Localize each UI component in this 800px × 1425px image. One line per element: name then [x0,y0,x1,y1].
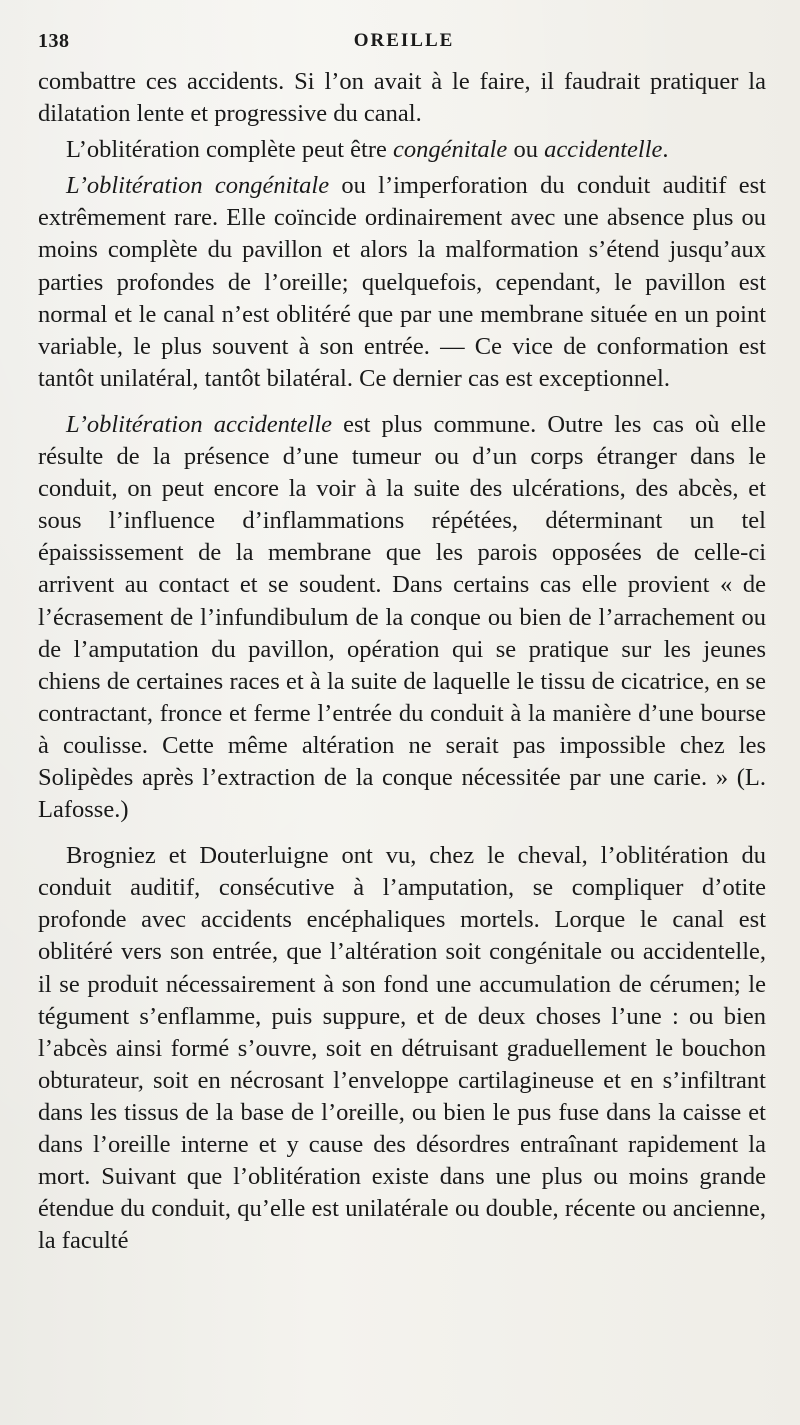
paragraph-continuation: combattre ces accidents. Si l’on avait à le faire, il faudrait pratiquer la dilatation lente et progressive du canal. [38,68,766,128]
paragraph-obliteration-types [38,134,766,166]
italic-term: accidentelle [544,136,663,164]
italic-heading: L’oblitération congénitale [66,172,330,200]
text-run: ou l’imperforation du conduit auditif est extrêmement rare. Elle coïncide ordinairement avec une absence plus ou moins complète du pavillon et alors la malformation s’étend jusqu’aux parties profondes de l’oreille; quelquefois, cependant, le pavillon est normal et le canal n’est oblitéré que par une membrane située en un point variable, le plus souvent à son entrée. — Ce vice de conformation est tantôt unilatéral, tantôt bilatéral. Ce dernier cas est exceptionnel. [38,172,766,392]
running-head: OREILLE [353,30,455,51]
italic-term: congénitale [393,136,508,164]
page-header [38,30,770,62]
paragraph-accidental [38,409,766,826]
paragraph-congenital [38,170,766,395]
text-run: est plus commune. Outre les cas où elle résulte de la présence d’une tumeur ou d’un corps étranger dans le conduit, on peut encore la voir à la suite des ulcérations, des abcès, et sous l’influence d’inflammations répétées, déterminant un tel épaississement de la membrane que les parois opposées de celle-ci arrivent au contact et se soudent. Dans certains cas elle provient « de l’écrasement de l’infundibulum de la conque ou bien de l’arrachement ou de l’amputation du pavillon, opération qui se pratique sur les jeunes chiens de certaines races et à la suite de laquelle le tissu de cicatrice, en se contractant, fronce et ferme l’entrée du conduit à la manière d’une bourse à coulisse. Cette même altération ne serait pas impossible chez les Solipèdes après l’extraction de la conque nécessitée par une carie. » (L. Lafosse.) [38,410,766,824]
text-run: ou [507,136,545,164]
page-number: 138 [38,30,70,52]
paragraph-brogniez: Brogniez et Douterluigne ont vu, chez le cheval, l’oblitération du conduit auditif, consécutive à l’amputation, se compliquer d’otite profonde avec accidents encéphaliques mortels. Lorque le canal est oblitéré vers son entrée, que l’altération soit congénitale ou accidentelle, il se produit nécessairement à son fond une accumulation de cérumen; le tégument s’enflamme, puis suppure, et de deux choses l’une : ou bien l’abcès ainsi formé s’ouvre, soit en détruisant graduellement le bouchon obturateur, soit en nécrosant l’enveloppe cartilagineuse et en s’infiltrant dans les tissus de la base de l’oreille, ou bien le pus fuse dans la caisse et dans l’oreille interne et y cause des désordres entraînant rapidement la mort. Suivant que l’oblitération existe dans une plus ou moins grande étendue du conduit, qu’elle est unilatérale ou double, récente ou ancienne, la faculté [38,842,766,1255]
text-run: . [662,136,669,164]
text-run: L’oblitération complète peut être [66,136,394,164]
italic-heading: L’oblitération accidentelle [66,410,333,438]
body-text [38,66,766,1257]
